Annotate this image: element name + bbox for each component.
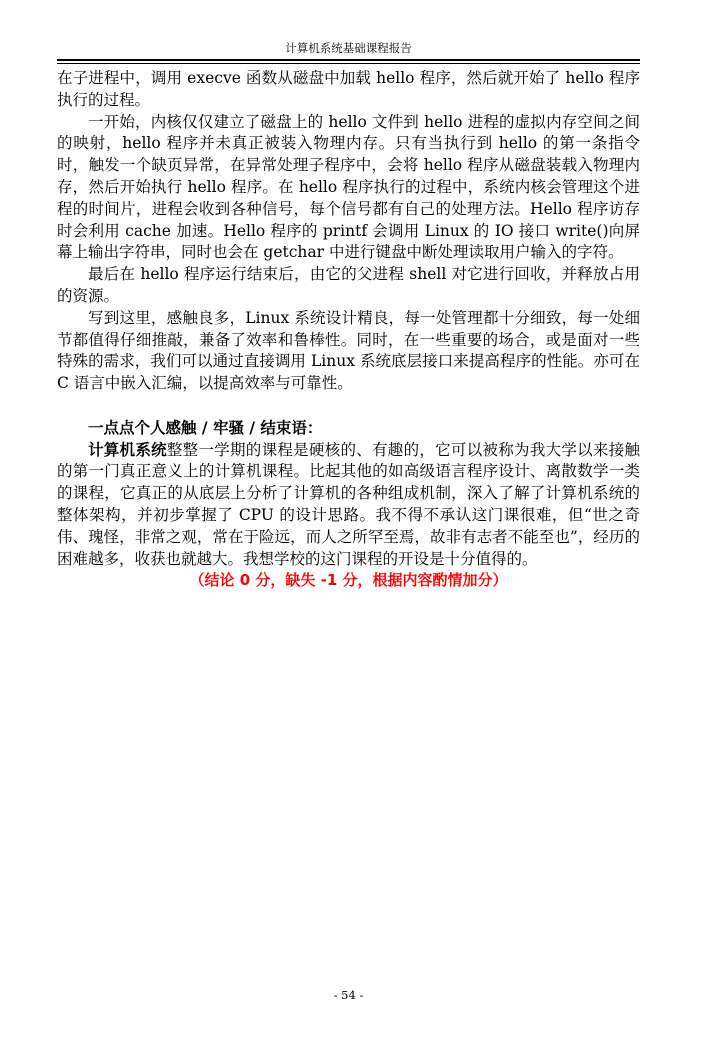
paragraph-reflection: 写到这里，感触良多，Linux 系统设计精良，每一处管理都十分细致，每一处细节都值得仔细推敲，兼备了效率和鲁棒性。同时，在一些重要的场合，或是面对一些特殊的需求，我们可以通过直接调用 Linux 系统底层接口来提高程序的性能。亦可在 C 语言中嵌入汇编，以提高效率与可靠性。: [57, 308, 640, 393]
course-name: 计算机系统: [88, 439, 167, 459]
paragraph-reaping: 最后在 hello 程序运行结束后，由它的父进程 shell 对它进行回收，并释放占用的资源。: [57, 265, 640, 305]
conclusion-text: 整整一学期的课程是硬核的、有趣的，它可以被称为我大学以来接触的第一门真正意义上的计算机课程。比起其他的如高级语言程序设计、离散数学一类的课程，它真正的从底层上分析了计算机的各种组成机制，深入了解了计算机系统的整体架构，并初步掌握了 CPU 的设计思路。我不得不承认这门课很难，但“世之奇伟、瑰怪，非常之观，常在于险远，而人之所罕至焉，故非有志者不能至也”，经历的困难越多，收获也就越大。我想学校的这门课程的开设是十分值得的。: [57, 440, 640, 568]
paragraph-page-fault: 一开始，内核仅仅建立了磁盘上的 hello 文件到 hello 进程的虚拟内存空间之间的映射，hello 程序并未真正被装入物理内存。只有当执行到 hello 的第一条指令时，触发一个缺页异常，在异常处理子程序中，会将 hello 程序从磁盘装载入物理内存，然后开始执行 hello 程序。在 hello 程序执行的过程中，系统内核会管理这个进程的时间片，进程会收到各种信号，每个信号都有自己的处理方法。Hello 程序访存时会利用 cache 加速。Hello 程序的 printf 会调用 Linux 的 IO 接口 write()向屏幕上输出字符串，同时也会在 getchar 中进行键盘中断处理读取用户输入的字符。: [57, 112, 640, 262]
page-number: - 54 -: [333, 988, 364, 1002]
header-rule: [57, 59, 640, 61]
paragraph-gap: [57, 395, 640, 417]
running-header: 计算机系统基础课程报告: [285, 41, 412, 55]
section-heading: 一点点个人感触 / 牢骚 / 结束语：: [88, 417, 323, 437]
paragraph-conclusion: [57, 439, 640, 571]
body-text: [57, 68, 640, 592]
paragraph-execve: 在子进程中，调用 execve 函数从磁盘中加载 hello 程序，然后就开始了 hello 程序执行的过程。: [57, 69, 640, 109]
header-rule-thin: [57, 63, 640, 64]
grading-note: （结论 0 分，缺失 -1 分，根据内容酌情加分）: [189, 571, 508, 590]
